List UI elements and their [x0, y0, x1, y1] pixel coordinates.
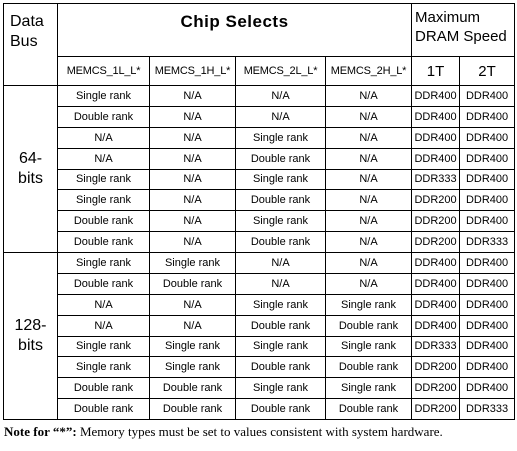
speed-cell: DDR333: [412, 336, 460, 357]
column-header-1t: 1T: [412, 57, 460, 86]
chip-select-cell: Single rank: [236, 127, 326, 148]
chip-select-cell: Double rank: [58, 106, 150, 127]
chip-select-cell: N/A: [326, 253, 412, 274]
speed-cell: DDR400: [460, 148, 515, 169]
chip-select-cell: N/A: [150, 106, 236, 127]
chip-select-cell: N/A: [150, 211, 236, 232]
chip-select-cell: N/A: [326, 169, 412, 190]
footnote-text: Memory types must be set to values consistent with system hardware.: [76, 424, 443, 439]
chip-select-cell: N/A: [326, 127, 412, 148]
chip-select-cell: Single rank: [58, 357, 150, 378]
chip-select-cell: Double rank: [236, 399, 326, 420]
chip-select-cell: Single rank: [236, 294, 326, 315]
chip-select-cell: Single rank: [326, 378, 412, 399]
chip-select-cell: Double rank: [326, 399, 412, 420]
chip-select-cell: Single rank: [58, 86, 150, 107]
speed-cell: DDR400: [460, 294, 515, 315]
column-header-memcs-1l: MEMCS_1L_L*: [58, 57, 150, 86]
table-row: [4, 336, 515, 357]
chip-select-cell: Single rank: [236, 378, 326, 399]
chip-select-cell: Double rank: [236, 357, 326, 378]
table-body: [4, 86, 515, 420]
chip-select-cell: Double rank: [58, 273, 150, 294]
data-bus-cell: 128-bits: [4, 253, 58, 420]
table-row: [4, 148, 515, 169]
speed-cell: DDR400: [460, 357, 515, 378]
chip-select-cell: Single rank: [326, 294, 412, 315]
chip-select-cell: N/A: [150, 86, 236, 107]
speed-cell: DDR400: [460, 106, 515, 127]
chip-select-cell: N/A: [150, 190, 236, 211]
chip-select-cell: N/A: [236, 273, 326, 294]
chip-select-cell: Double rank: [58, 399, 150, 420]
chip-select-cell: N/A: [58, 294, 150, 315]
chip-select-cell: Single rank: [150, 253, 236, 274]
max-dram-speed-header: Maximum DRAM Speed: [412, 4, 515, 57]
speed-cell: DDR400: [412, 273, 460, 294]
speed-cell: DDR400: [412, 86, 460, 107]
chip-select-cell: Double rank: [150, 273, 236, 294]
chip-selects-header: Chip Selects: [58, 4, 412, 57]
chip-select-cell: N/A: [326, 232, 412, 253]
chip-select-cell: Single rank: [58, 169, 150, 190]
speed-cell: DDR200: [412, 357, 460, 378]
table-row: [4, 378, 515, 399]
chip-select-cell: Double rank: [326, 357, 412, 378]
chip-select-cell: N/A: [326, 273, 412, 294]
chip-select-cell: N/A: [150, 315, 236, 336]
footnote: [4, 424, 443, 440]
speed-cell: DDR400: [460, 169, 515, 190]
table-row: [4, 232, 515, 253]
chip-select-cell: Double rank: [236, 232, 326, 253]
chip-select-cell: Double rank: [236, 190, 326, 211]
speed-cell: DDR200: [412, 378, 460, 399]
chip-select-cell: N/A: [326, 86, 412, 107]
column-header-memcs-1h: MEMCS_1H_L*: [150, 57, 236, 86]
table-row: [4, 294, 515, 315]
speed-cell: DDR400: [460, 315, 515, 336]
chip-select-cell: N/A: [150, 127, 236, 148]
table-row: [4, 86, 515, 107]
speed-cell: DDR400: [412, 315, 460, 336]
chip-select-cell: N/A: [326, 148, 412, 169]
chip-select-cell: Double rank: [58, 211, 150, 232]
speed-cell: DDR400: [412, 127, 460, 148]
speed-cell: DDR400: [412, 148, 460, 169]
chip-select-cell: Single rank: [236, 336, 326, 357]
chip-select-cell: N/A: [236, 86, 326, 107]
chip-select-cell: N/A: [58, 127, 150, 148]
speed-cell: DDR400: [412, 106, 460, 127]
column-header-memcs-2h: MEMCS_2H_L*: [326, 57, 412, 86]
speed-cell: DDR200: [412, 399, 460, 420]
speed-cell: DDR400: [460, 190, 515, 211]
chip-select-cell: Single rank: [58, 336, 150, 357]
speed-cell: DDR333: [460, 232, 515, 253]
chip-select-cell: N/A: [150, 148, 236, 169]
speed-cell: DDR333: [460, 399, 515, 420]
chip-select-cell: Single rank: [236, 169, 326, 190]
chip-select-cell: Single rank: [150, 357, 236, 378]
chip-select-cell: N/A: [326, 190, 412, 211]
chip-select-cell: Single rank: [150, 336, 236, 357]
footnote-label: Note for “*”:: [4, 424, 77, 439]
chip-select-cell: Double rank: [326, 315, 412, 336]
chip-select-cell: N/A: [326, 211, 412, 232]
column-header-2t: 2T: [460, 57, 515, 86]
column-header-memcs-2l: MEMCS_2L_L*: [236, 57, 326, 86]
chip-select-cell: Double rank: [150, 378, 236, 399]
speed-cell: DDR400: [460, 336, 515, 357]
memory-config-table: [3, 3, 515, 420]
table-row: [4, 273, 515, 294]
data-bus-cell: 64-bits: [4, 86, 58, 253]
table-row: [4, 127, 515, 148]
data-bus-header: Data Bus: [4, 4, 58, 86]
chip-select-cell: N/A: [236, 106, 326, 127]
speed-cell: DDR200: [412, 211, 460, 232]
chip-select-cell: Double rank: [58, 378, 150, 399]
chip-select-cell: N/A: [150, 294, 236, 315]
chip-select-cell: Double rank: [58, 232, 150, 253]
speed-cell: DDR400: [460, 211, 515, 232]
chip-select-cell: N/A: [58, 315, 150, 336]
speed-cell: DDR400: [412, 294, 460, 315]
speed-cell: DDR400: [460, 273, 515, 294]
table-row: [4, 315, 515, 336]
table-row: [4, 357, 515, 378]
speed-cell: DDR200: [412, 190, 460, 211]
chip-select-cell: N/A: [326, 106, 412, 127]
chip-select-cell: N/A: [236, 253, 326, 274]
table-row: [4, 253, 515, 274]
table-row: [4, 169, 515, 190]
speed-cell: DDR400: [460, 86, 515, 107]
table-row: [4, 106, 515, 127]
chip-select-cell: N/A: [58, 148, 150, 169]
speed-cell: DDR400: [460, 378, 515, 399]
chip-select-cell: Single rank: [326, 336, 412, 357]
speed-cell: DDR400: [412, 253, 460, 274]
chip-select-cell: Double rank: [236, 148, 326, 169]
chip-select-cell: N/A: [150, 169, 236, 190]
speed-cell: DDR400: [460, 127, 515, 148]
table-row: [4, 399, 515, 420]
chip-select-cell: Single rank: [58, 190, 150, 211]
chip-select-cell: Single rank: [236, 211, 326, 232]
speed-cell: DDR200: [412, 232, 460, 253]
chip-select-cell: Double rank: [150, 399, 236, 420]
chip-select-cell: N/A: [150, 232, 236, 253]
table-row: [4, 190, 515, 211]
speed-cell: DDR400: [460, 253, 515, 274]
chip-select-cell: Double rank: [236, 315, 326, 336]
table-row: [4, 211, 515, 232]
speed-cell: DDR333: [412, 169, 460, 190]
chip-select-cell: Single rank: [58, 253, 150, 274]
